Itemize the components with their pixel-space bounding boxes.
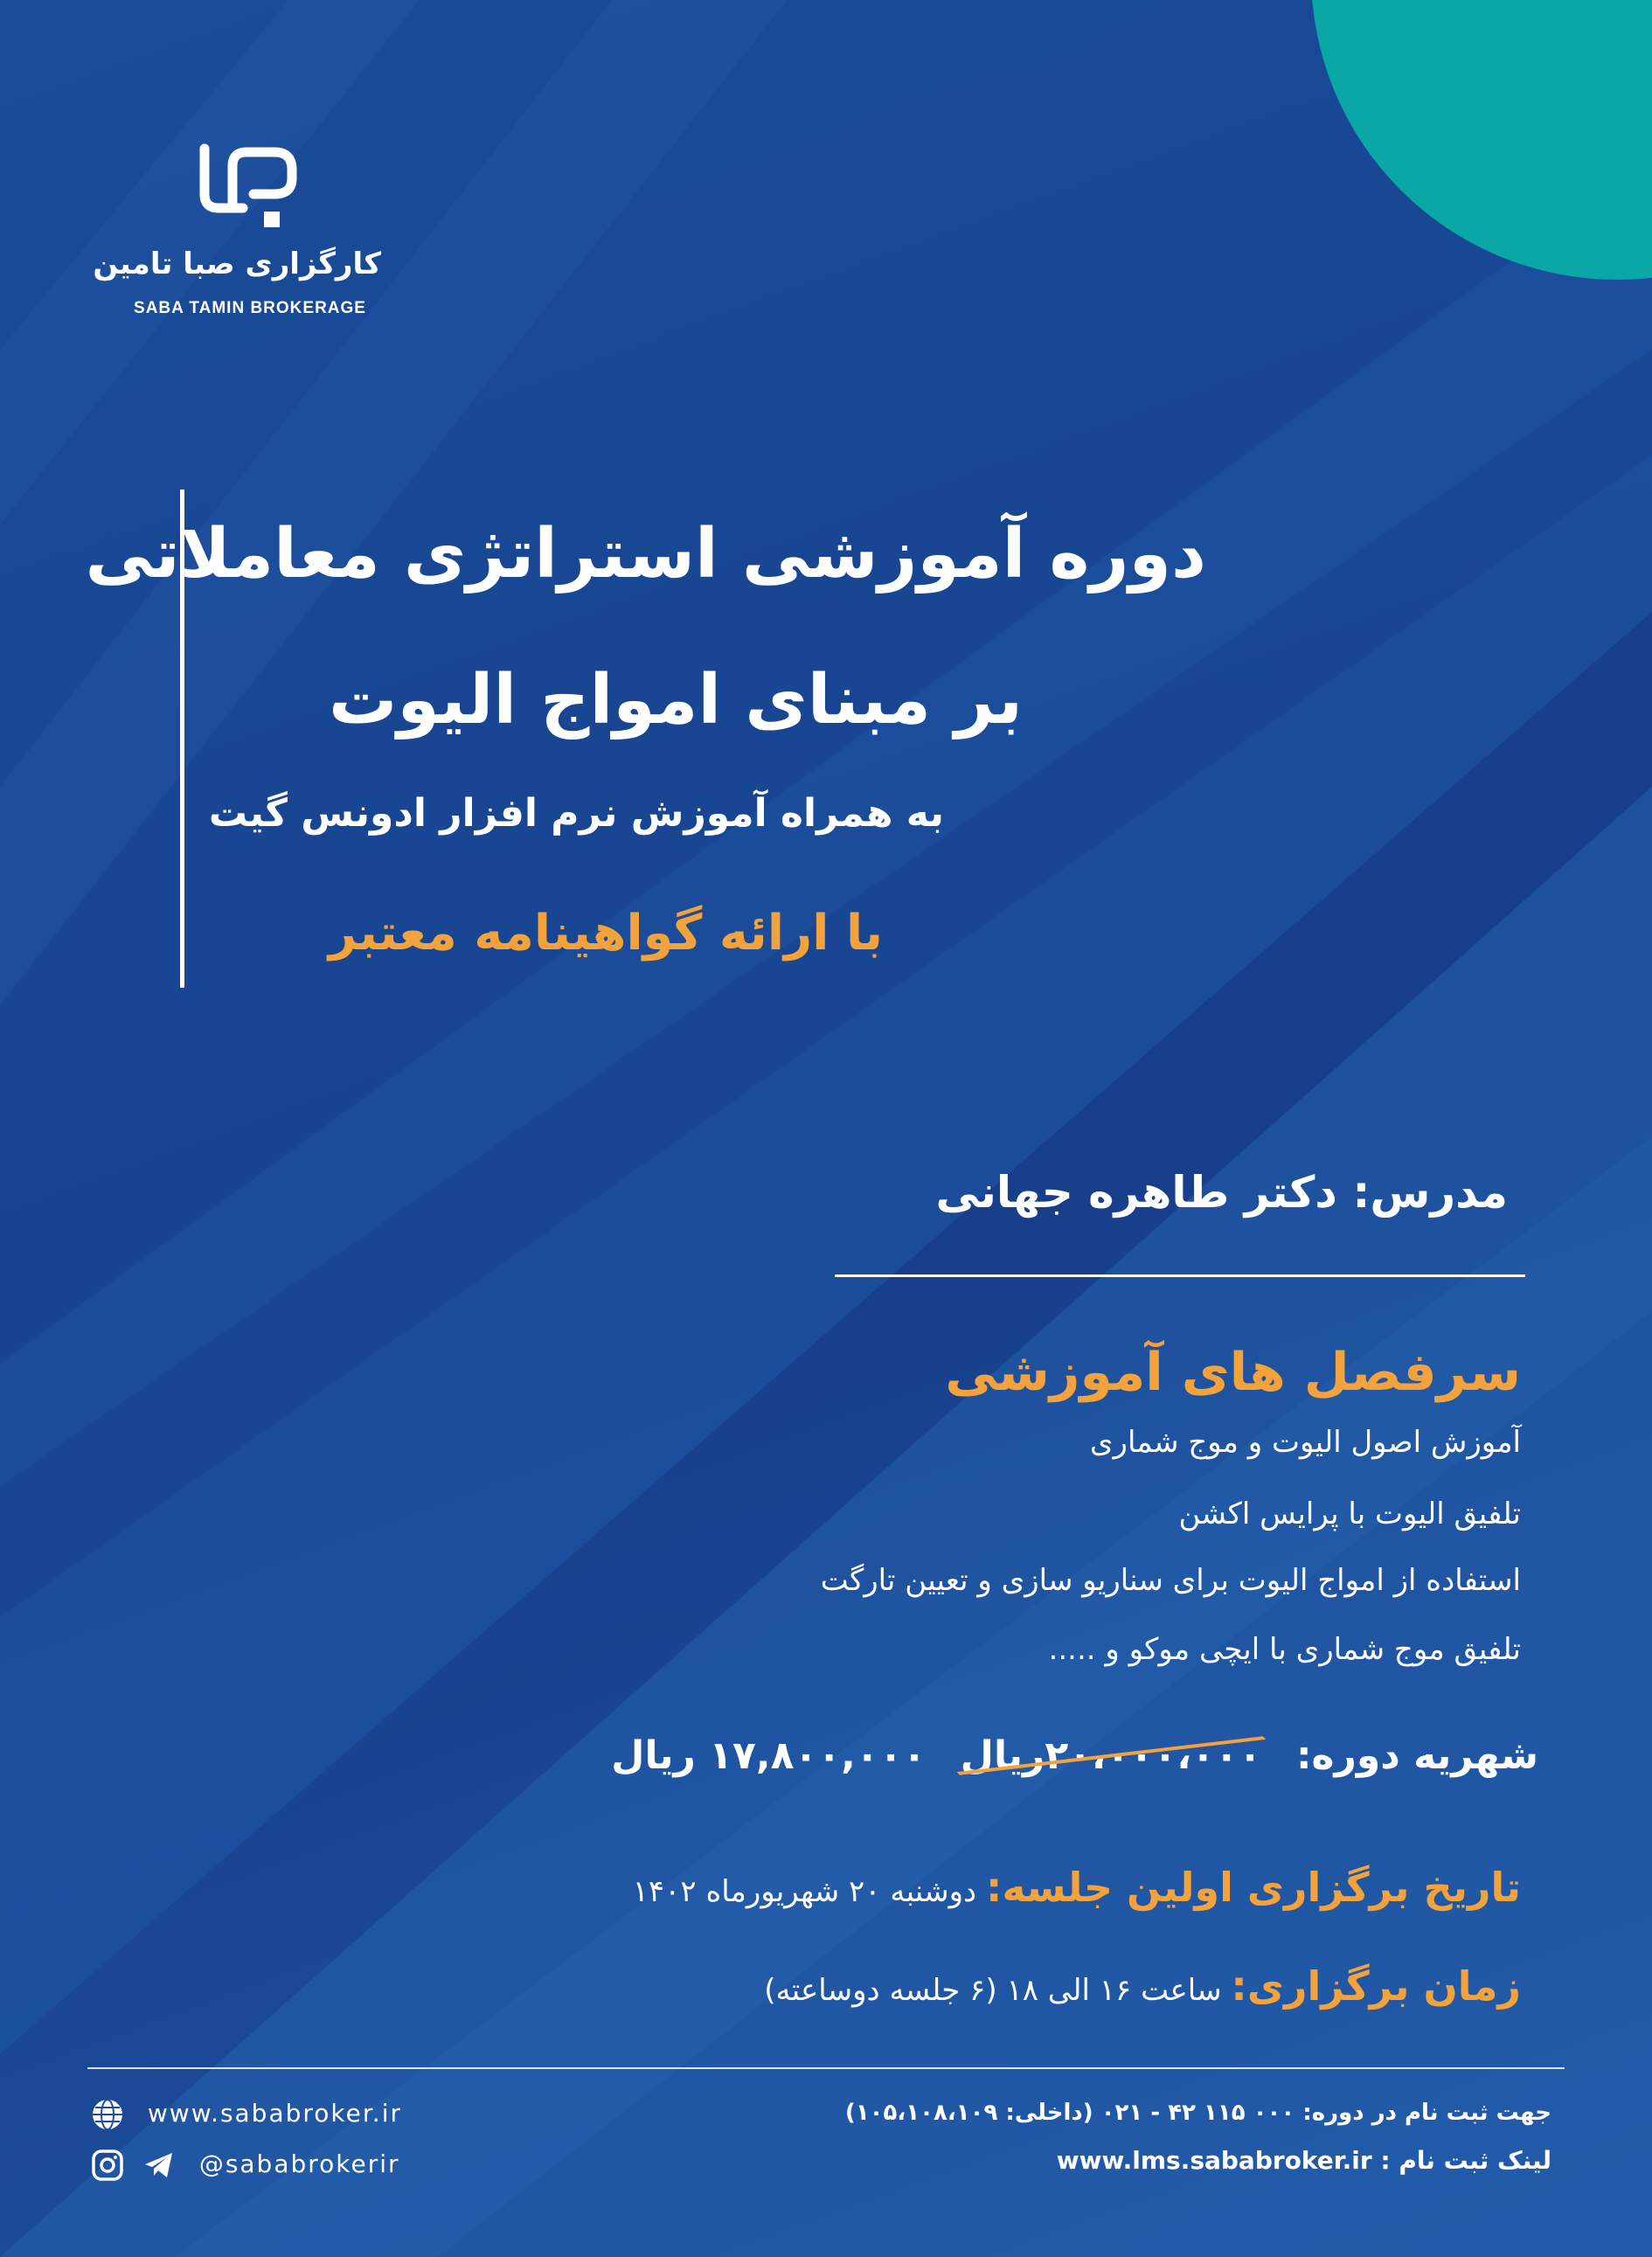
- session-time-value: ساعت ۱۶ الی ۱۸ (۶ جلسه دوساعته): [764, 1973, 1222, 2008]
- fee-new-price: ۱۷,۸۰۰,۰۰۰ ریال: [611, 1733, 927, 1778]
- first-session-value: دوشنبه ۲۰ شهریورماه ۱۴۰۲: [632, 1874, 977, 1909]
- course-title-line2: بر مبنای امواج الیوت: [328, 661, 1023, 740]
- syllabus-item: استفاده از امواج الیوت برای سناریو سازی و تعیین تارگت: [820, 1563, 1521, 1598]
- first-session-date: [633, 1864, 1521, 1911]
- website-row: [91, 2098, 402, 2131]
- registration-link[interactable]: www.lms.sababroker.ir: [1056, 2146, 1372, 2175]
- strikethrough-mark: [952, 1733, 1271, 1778]
- brand-logo: [93, 140, 381, 318]
- divider-line: [835, 1274, 1525, 1277]
- course-title-line1: دوره آموزشی استراتژی معاملاتی: [85, 515, 1206, 594]
- instructor-label: مدرس:: [1352, 1167, 1508, 1218]
- instructor-name: دکتر طاهره جهانی: [935, 1167, 1337, 1218]
- registration-phone: جهت ثبت نام در دوره: ۰۰۰ ۱۱۵ ۴۲ - ۰۲۱ (داخلی: ۱۰۵،۱۰۸،۱۰۹): [844, 2100, 1551, 2126]
- course-subtitle: به همراه آموزش نرم افزار ادونس گیت: [208, 791, 944, 836]
- instagram-icon: [91, 2149, 124, 2182]
- brand-name-fa: کارگزاری صبا تامین: [93, 247, 381, 281]
- syllabus-item: تلفیق موج شماری با ایچی موکو و .....: [1048, 1632, 1521, 1667]
- syllabus-item: آموزش اصول الیوت و موج شماری: [1089, 1425, 1521, 1460]
- globe-icon: [91, 2098, 124, 2131]
- fee-label: شهریه دوره:: [1295, 1733, 1538, 1778]
- registration-link-label: لینک ثبت نام :: [1380, 2146, 1551, 2175]
- social-handle[interactable]: @sababrokerir: [198, 2149, 400, 2178]
- social-row: [91, 2149, 400, 2182]
- registration-link-row: [1057, 2146, 1551, 2175]
- session-time: [764, 1962, 1521, 2010]
- syllabus-heading: سرفصل های آموزشی: [945, 1342, 1521, 1403]
- website-link[interactable]: www.sababroker.ir: [147, 2099, 402, 2128]
- instructor: [936, 1167, 1508, 1218]
- brand-name-en: SABA TAMIN BROKERAGE: [134, 299, 366, 317]
- course-fee: [611, 1733, 1538, 1778]
- footer-divider: [87, 2067, 1565, 2069]
- session-time-label: زمان برگزاری:: [1231, 1962, 1521, 2010]
- fee-old-price: ۲۰،۰۰۰،۰۰۰ریال: [961, 1733, 1262, 1778]
- telegram-icon: [142, 2149, 176, 2182]
- saba-logo-icon: [198, 140, 302, 236]
- first-session-label: تاریخ برگزاری اولین جلسه:: [986, 1864, 1521, 1911]
- syllabus-item: تلفیق الیوت با پرایس اکشن: [1178, 1497, 1521, 1531]
- certificate-note: با ارائه گواهینامه معتبر: [328, 905, 883, 962]
